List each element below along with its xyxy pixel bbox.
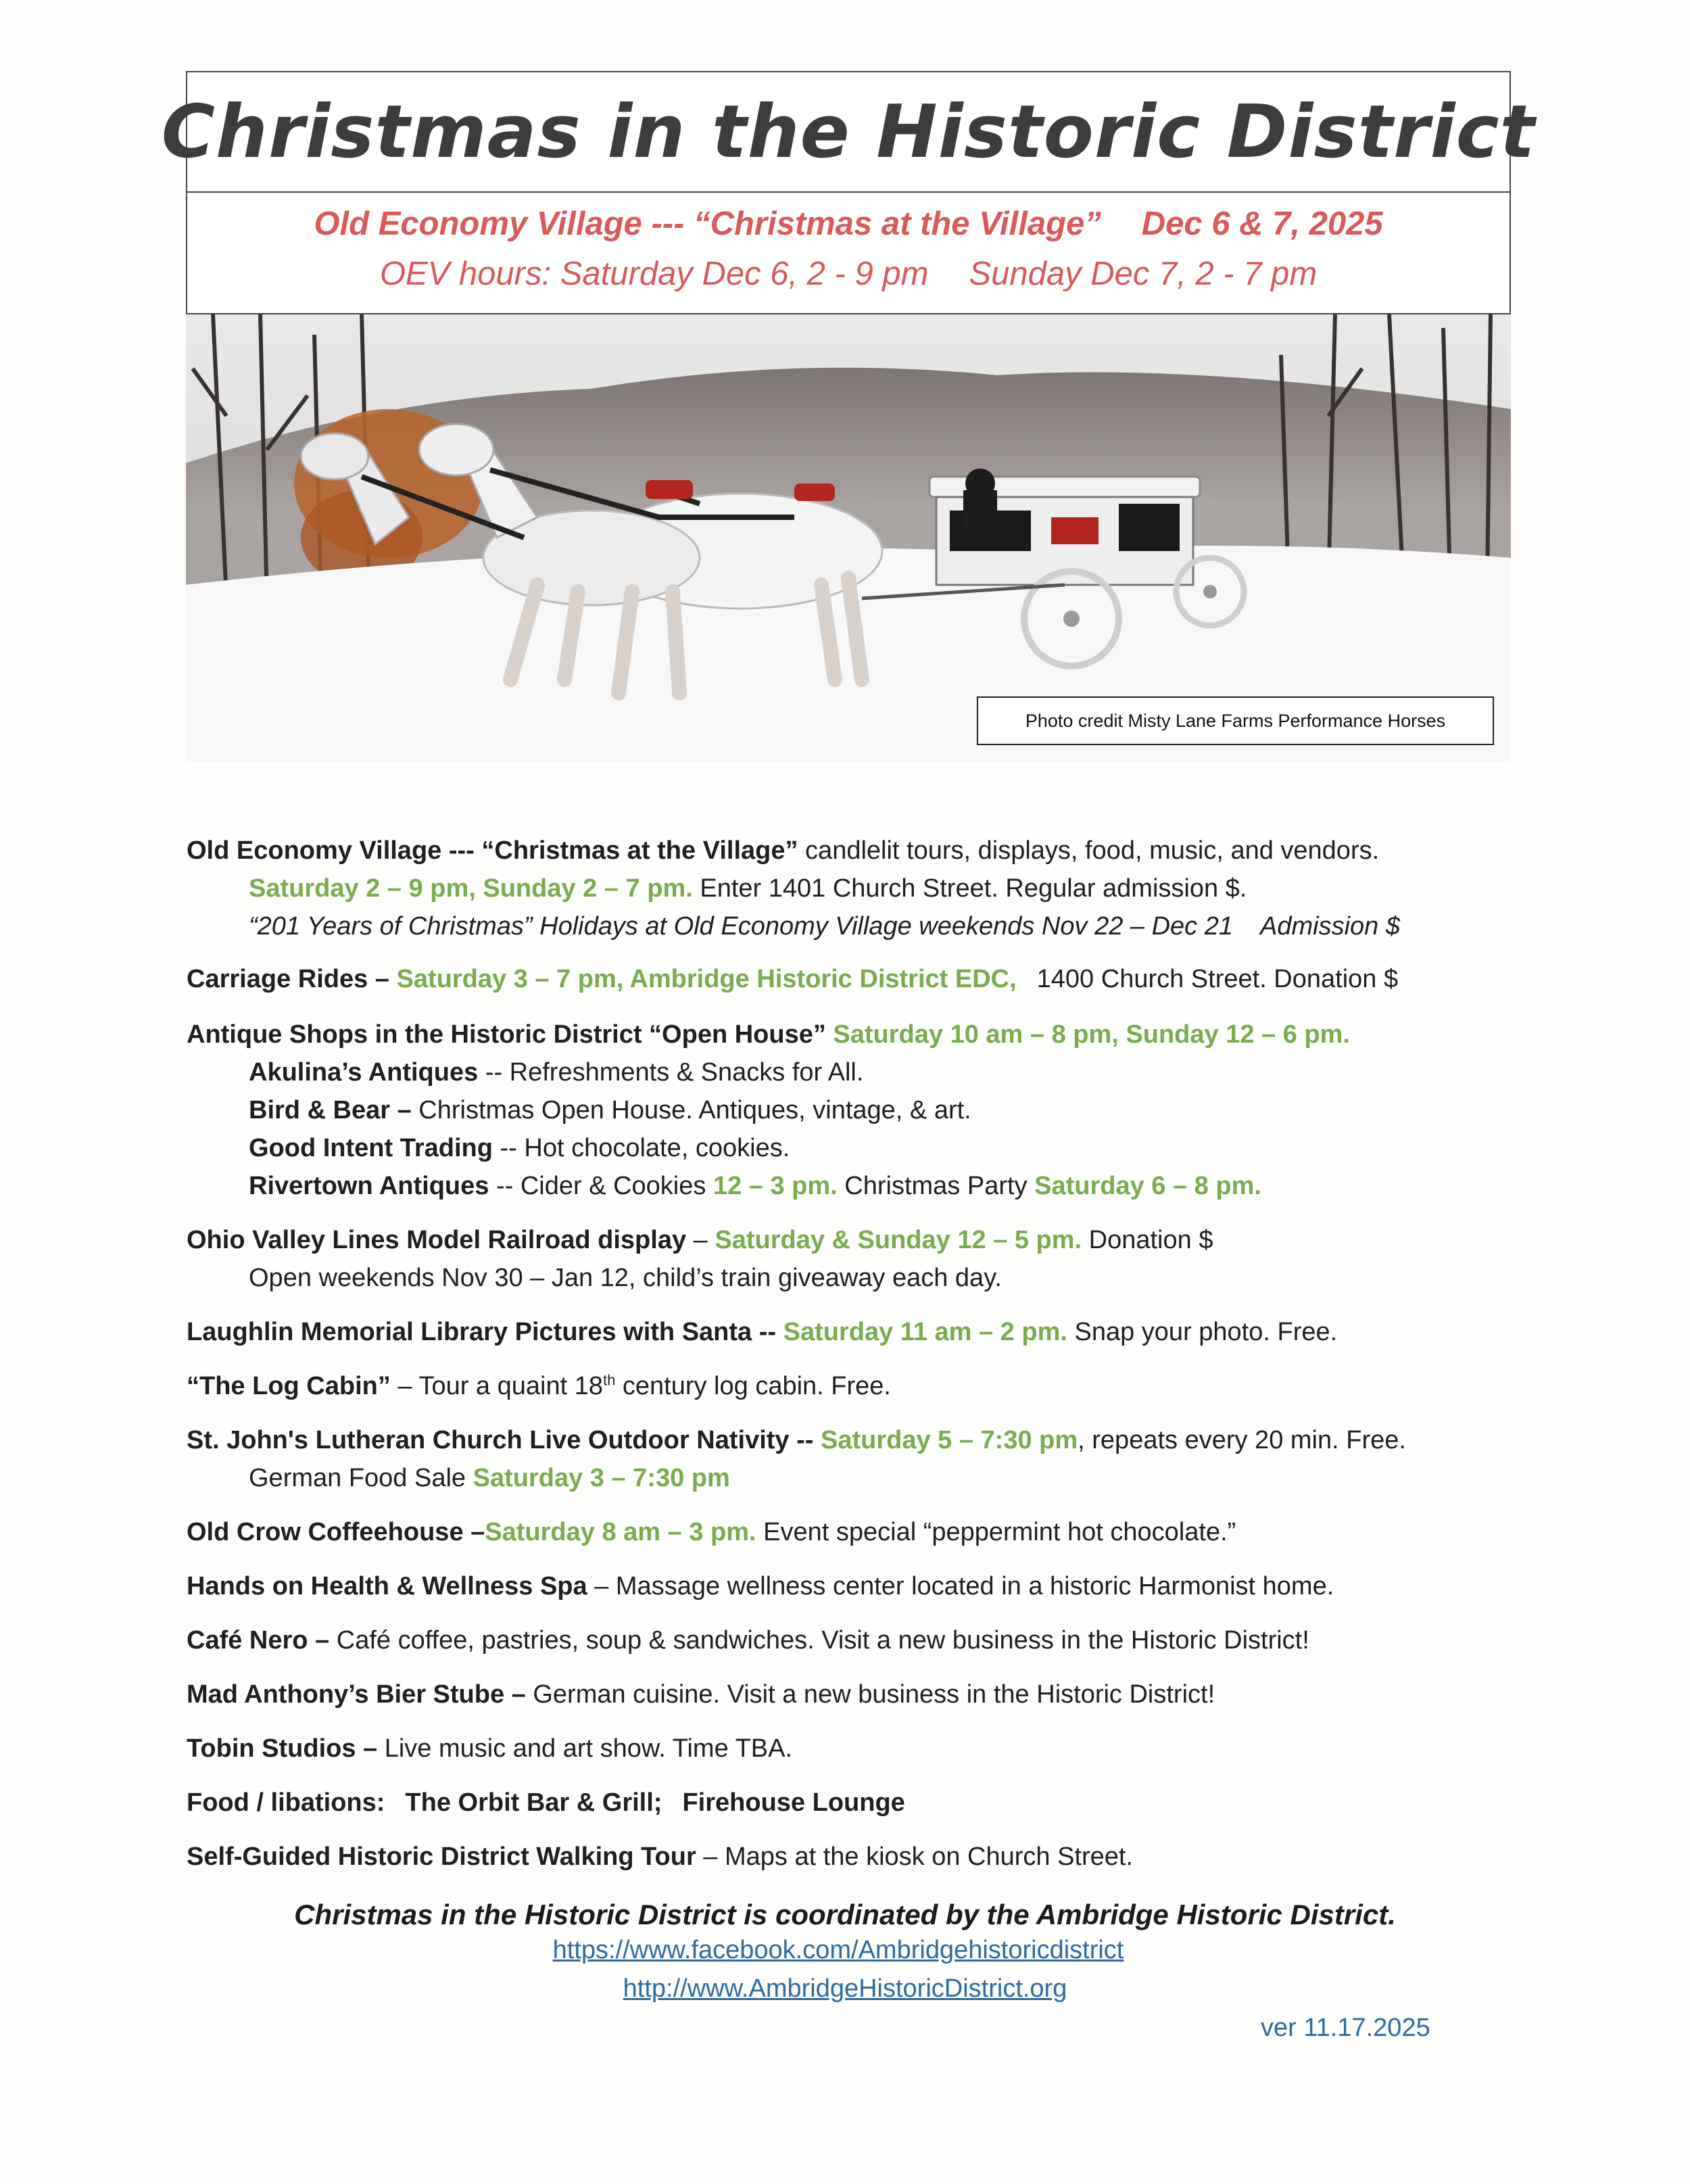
event-times: Saturday 10 am – 8 pm, Sunday 12 – 6 pm. <box>833 1020 1350 1049</box>
event-desc-2: century log cabin. Free. <box>615 1372 891 1400</box>
event-carriage-rides <box>187 960 1398 998</box>
event-desc: 1400 Church Street. Donation $ <box>1036 965 1399 993</box>
event-old-economy-village <box>187 832 1379 870</box>
event-name: “The Log Cabin” <box>187 1372 391 1400</box>
horse-carriage-photo <box>186 314 1511 762</box>
event-times: Saturday 8 am – 3 pm. <box>485 1518 756 1546</box>
event-wellness-spa <box>187 1567 1334 1605</box>
event-tobin-studios <box>187 1730 792 1767</box>
event-santa-pictures <box>187 1313 1337 1351</box>
subtitle-box <box>186 193 1511 314</box>
event-walking-tour <box>187 1838 1133 1876</box>
event-name: Café Nero – <box>187 1626 330 1655</box>
event-admission: Admission $ <box>1260 912 1400 941</box>
event-name: Old Crow Coffeehouse – <box>187 1518 485 1546</box>
food-orbit: The Orbit Bar & Grill; <box>405 1788 662 1817</box>
event-quote: “Christmas at the Village” <box>481 836 798 865</box>
event-times: Saturday 11 am – 2 pm. <box>776 1318 1067 1346</box>
event-desc: Snap your photo. Free. <box>1067 1318 1338 1346</box>
shop-name: Good Intent Trading <box>249 1134 493 1162</box>
event-food-sale <box>187 1459 730 1497</box>
subtitle-event: Old Economy Village --- “Christmas at the Village” <box>314 206 1101 242</box>
event-name: Hands on Health & Wellness Spa <box>187 1572 587 1600</box>
shop-rivertown <box>187 1167 1261 1205</box>
event-cafe-nero <box>187 1621 1309 1659</box>
hours-line <box>187 255 1510 293</box>
event-oev-times <box>187 870 1247 907</box>
shop-time: 12 – 3 pm. <box>713 1172 838 1200</box>
subtitle-dates: Dec 6 & 7, 2025 <box>1141 206 1383 242</box>
event-times: Saturday 2 – 9 pm, Sunday 2 – 7 pm. <box>249 874 693 903</box>
event-log-cabin <box>187 1367 891 1405</box>
event-food-libations <box>187 1784 905 1822</box>
version-label: ver 11.17.2025 <box>1261 2014 1430 2042</box>
superscript-th: th <box>602 1371 616 1389</box>
website-link[interactable]: http://www.AmbridgeHistoricDistrict.org <box>623 1974 1067 2003</box>
food-label: Food / libations: <box>187 1788 385 1817</box>
event-note: “201 Years of Christmas” Holidays at Old Economy Village weekends Nov 22 – Dec 21 <box>249 912 1233 941</box>
event-desc: candlelit tours, displays, food, music, and vendors. <box>798 836 1380 865</box>
event-desc: – Tour a quaint 18 <box>390 1372 603 1400</box>
shop-bird-and-bear <box>187 1091 971 1129</box>
hours-saturday: OEV hours: Saturday Dec 6, 2 - 9 pm <box>379 256 929 292</box>
shop-time-2: Saturday 6 – 8 pm. <box>1034 1172 1261 1200</box>
title-box <box>161 71 1536 193</box>
shop-good-intent <box>187 1129 790 1167</box>
event-dash: – <box>686 1226 715 1254</box>
event-times: Saturday 3 – 7 pm, Ambridge Historic District EDC, <box>396 965 1017 993</box>
event-name: Tobin Studios – <box>187 1734 378 1763</box>
event-sale: German Food Sale <box>249 1464 473 1492</box>
event-sale-time: Saturday 3 – 7:30 pm <box>473 1464 730 1492</box>
page-title: Christmas in the Historic District <box>161 89 1536 174</box>
snow-scene-illustration <box>186 314 1511 762</box>
event-desc: – Massage wellness center located in a historic Harmonist home. <box>587 1572 1334 1600</box>
shop-akulinas <box>187 1053 863 1091</box>
event-nativity <box>187 1421 1406 1459</box>
shop-name: Rivertown Antiques <box>249 1172 489 1200</box>
shop-desc: Christmas Open House. Antiques, vintage, & art. <box>411 1096 971 1124</box>
shop-desc: -- Hot chocolate, cookies. <box>492 1134 790 1162</box>
event-note: Open weekends Nov 30 – Jan 12, child’s train giveaway each day. <box>249 1264 1002 1292</box>
event-desc: Event special “peppermint hot chocolate.” <box>756 1518 1236 1546</box>
photo-credit: Photo credit Misty Lane Farms Performance Horses <box>977 696 1494 745</box>
event-desc: Live music and art show. Time TBA. <box>377 1734 793 1763</box>
event-railroad-note <box>187 1259 1002 1297</box>
event-name: Self-Guided Historic District Walking Tour <box>187 1843 696 1871</box>
subtitle-line <box>187 205 1510 243</box>
facebook-link[interactable]: https://www.facebook.com/Ambridgehistoricdistrict <box>552 1936 1124 1964</box>
event-name: Laughlin Memorial Library Pictures with Santa -- <box>187 1318 777 1346</box>
event-old-crow <box>187 1513 1236 1551</box>
event-desc: , repeats every 20 min. Free. <box>1078 1426 1406 1454</box>
event-times: Saturday & Sunday 12 – 5 pm. <box>715 1226 1082 1254</box>
shop-desc-2: Christmas Party <box>837 1172 1035 1200</box>
shop-desc: -- Cider & Cookies <box>489 1172 713 1200</box>
food-firehouse: Firehouse Lounge <box>682 1788 905 1817</box>
event-times: Saturday 5 – 7:30 pm <box>813 1426 1078 1454</box>
event-name: Old Economy Village --- <box>187 836 482 865</box>
event-name: Antique Shops in the Historic District “Open House” <box>187 1020 834 1049</box>
event-desc: Café coffee, pastries, soup & sandwiches. Visit a new business in the Historic District! <box>329 1626 1309 1655</box>
event-antique-shops <box>187 1016 1350 1053</box>
event-location: Enter 1401 Church Street. Regular admission $. <box>692 874 1247 903</box>
coordinator-note: Christmas in the Historic District is coordinated by the Ambridge Historic District. <box>294 1899 1396 1930</box>
shop-name: Bird & Bear – <box>249 1096 412 1124</box>
event-desc: Donation $ <box>1082 1226 1213 1254</box>
event-desc: – Maps at the kiosk on Church Street. <box>696 1843 1134 1871</box>
event-desc: German cuisine. Visit a new business in the Historic District! <box>525 1680 1215 1709</box>
shop-name: Akulina’s Antiques <box>249 1058 479 1087</box>
event-name: St. John's Lutheran Church Live Outdoor Nativity -- <box>187 1426 814 1454</box>
event-name: Ohio Valley Lines Model Railroad display <box>187 1226 687 1254</box>
event-name: Carriage Rides – <box>187 965 397 993</box>
event-bier-stube <box>187 1676 1215 1713</box>
shop-desc: -- Refreshments & Snacks for All. <box>478 1058 864 1087</box>
event-model-railroad <box>187 1221 1213 1259</box>
event-name: Mad Anthony’s Bier Stube – <box>187 1680 526 1709</box>
event-oev-note <box>187 907 1400 945</box>
hours-sunday: Sunday Dec 7, 2 - 7 pm <box>969 256 1318 292</box>
